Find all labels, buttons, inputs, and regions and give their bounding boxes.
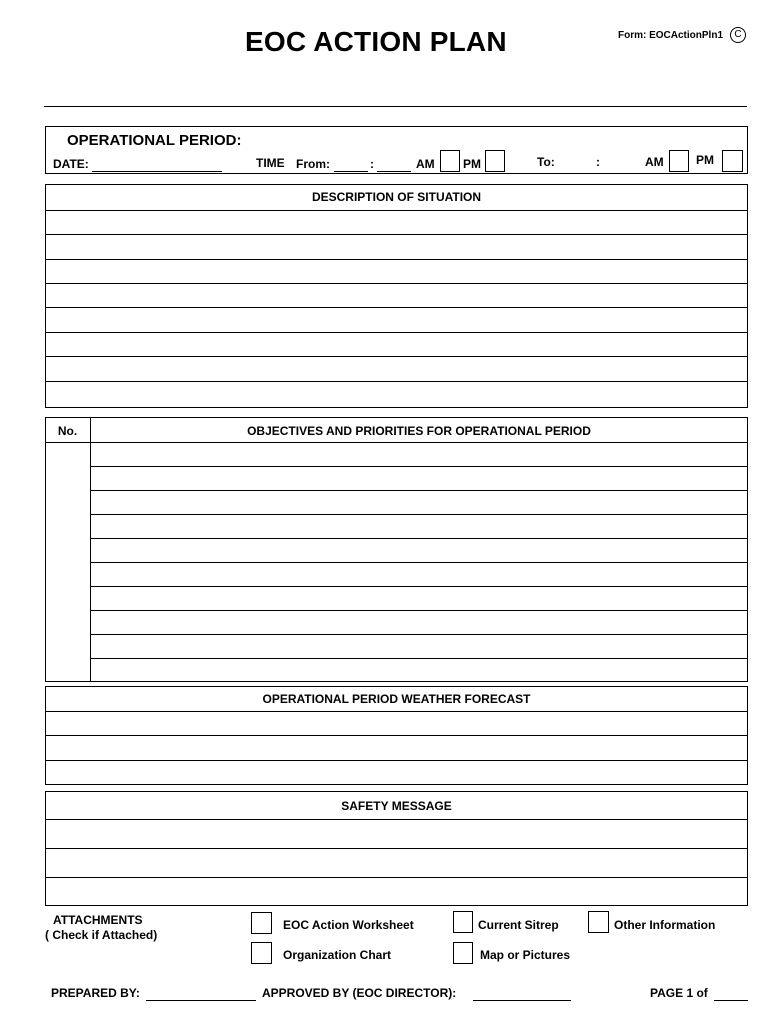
approved-by-label: APPROVED BY (EOC DIRECTOR): <box>262 986 457 1000</box>
map-or-pictures-checkbox[interactable] <box>453 942 473 964</box>
weather-line <box>45 760 748 761</box>
to-pm-checkbox[interactable] <box>722 150 743 172</box>
map-or-pictures-label: Map or Pictures <box>480 948 571 962</box>
description-line <box>45 356 748 357</box>
objectives-line <box>90 538 748 539</box>
page-title: EOC ACTION PLAN <box>245 26 507 57</box>
to-am-label: AM <box>645 155 664 169</box>
objectives-line <box>45 442 748 443</box>
description-line <box>45 283 748 284</box>
to-colon: : <box>596 155 600 169</box>
current-sitrep-checkbox[interactable] <box>453 911 473 933</box>
description-line <box>45 332 748 333</box>
from-label: From: <box>296 157 330 171</box>
page-number-label: PAGE 1 of <box>650 986 708 1000</box>
other-information-checkbox[interactable] <box>588 911 609 933</box>
from-am-checkbox[interactable] <box>440 150 460 172</box>
eoc-action-worksheet-label: EOC Action Worksheet <box>283 918 414 932</box>
attachments-label: ATTACHMENTS <box>53 913 143 927</box>
other-information-label: Other Information <box>614 918 716 932</box>
safety-heading: SAFETY MESSAGE <box>341 799 452 813</box>
objectives-number-heading: No. <box>57 424 78 438</box>
objectives-line <box>90 634 748 635</box>
operational-period-heading: OPERATIONAL PERIOD: <box>67 132 242 149</box>
objectives-heading: OBJECTIVES AND PRIORITIES FOR OPERATIONAL PERIOD <box>247 424 591 438</box>
objectives-line <box>90 562 748 563</box>
weather-line <box>45 735 748 736</box>
attachments-sublabel: ( Check if Attached) <box>45 928 158 942</box>
eoc-action-worksheet-checkbox[interactable] <box>251 912 272 934</box>
description-box <box>45 184 748 408</box>
description-line <box>45 210 748 211</box>
from-minute-field[interactable] <box>377 171 411 172</box>
copyright-icon: C <box>730 27 746 43</box>
organization-chart-label: Organization Chart <box>283 948 392 962</box>
prepared-by-label: PREPARED BY: <box>51 986 140 1000</box>
description-heading: DESCRIPTION OF SITUATION <box>311 190 482 204</box>
from-hour-field[interactable] <box>334 171 368 172</box>
from-pm-label: PM <box>463 157 481 171</box>
objectives-line <box>90 514 748 515</box>
objectives-line <box>90 466 748 467</box>
objectives-column-divider <box>90 417 91 682</box>
safety-line <box>45 819 748 820</box>
description-line <box>45 234 748 235</box>
form-id: Form: EOCActionPln1 <box>618 30 724 41</box>
description-line <box>45 381 748 382</box>
current-sitrep-label: Current Sitrep <box>478 918 559 932</box>
date-label: DATE: <box>53 157 89 171</box>
objectives-box <box>45 417 748 682</box>
time-label: TIME <box>256 156 285 170</box>
objectives-line <box>90 586 748 587</box>
objectives-line <box>90 610 748 611</box>
header-divider <box>44 106 747 107</box>
weather-heading: OPERATIONAL PERIOD WEATHER FORECAST <box>262 692 531 706</box>
weather-line <box>45 711 748 712</box>
from-pm-checkbox[interactable] <box>485 150 505 172</box>
total-pages-field[interactable] <box>714 1000 748 1001</box>
approved-by-field[interactable] <box>473 1000 571 1001</box>
description-line <box>45 307 748 308</box>
objectives-line <box>90 490 748 491</box>
to-label: To: <box>537 155 555 169</box>
description-line <box>45 259 748 260</box>
objectives-line <box>90 658 748 659</box>
organization-chart-checkbox[interactable] <box>251 942 272 964</box>
to-pm-label: PM <box>696 153 714 167</box>
from-colon: : <box>370 157 374 171</box>
prepared-by-field[interactable] <box>146 1000 256 1001</box>
date-field[interactable] <box>92 171 222 172</box>
from-am-label: AM <box>416 157 435 171</box>
safety-line <box>45 877 748 878</box>
to-am-checkbox[interactable] <box>669 150 689 172</box>
safety-line <box>45 848 748 849</box>
